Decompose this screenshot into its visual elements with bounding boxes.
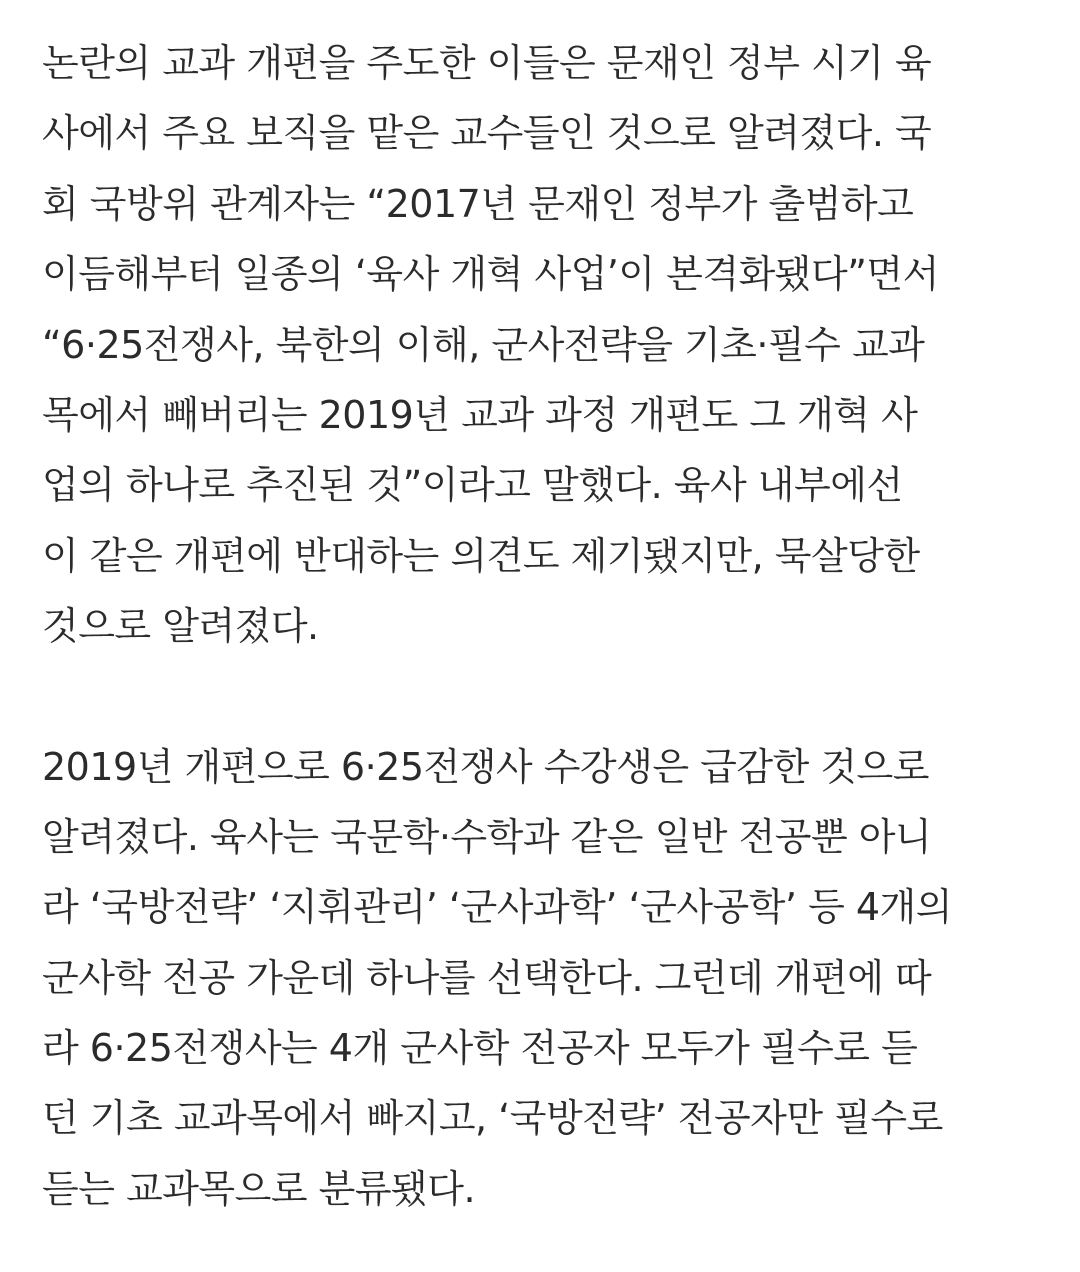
- text-line: 라 ‘국방전략’ ‘지휘관리’ ‘군사과학’ ‘군사공학’ 등 4개의: [42, 885, 952, 930]
- text-line: 이듬해부터 일종의 ‘육사 개혁 사업’이 본격화됐다”면서: [42, 252, 939, 297]
- text-line: 것으로 알려졌다.: [42, 604, 319, 649]
- text-line: 알려졌다. 육사는 국문학·수학과 같은 일반 전공뿐 아니: [42, 814, 932, 859]
- text-line: 업의 하나로 추진된 것”이라고 말했다. 육사 내부에선: [42, 463, 903, 508]
- text-line: 이 같은 개편에 반대하는 의견도 제기됐지만, 묵살당한: [42, 533, 920, 578]
- text-line: 라 6·25전쟁사는 4개 군사학 전공자 모두가 필수로 듣: [42, 1026, 918, 1071]
- text-line: 2019년 개편으로 6·25전쟁사 수강생은 급감한 것으로: [42, 744, 929, 789]
- article-body: [42, 28, 1052, 1224]
- text-line: 군사학 전공 가운데 하나를 선택한다. 그런데 개편에 따: [42, 955, 932, 1000]
- text-line: 듣는 교과목으로 분류됐다.: [42, 1166, 476, 1211]
- text-line: 목에서 빼버리는 2019년 교과 과정 개편도 그 개혁 사: [42, 392, 918, 437]
- text-line: 회 국방위 관계자는 “2017년 문재인 정부가 출범하고: [42, 181, 914, 226]
- text-line: 던 기초 교과목에서 빠지고, ‘국방전략’ 전공자만 필수로: [42, 1096, 943, 1141]
- text-line: 사에서 주요 보직을 맡은 교수들인 것으로 알려졌다. 국: [42, 111, 932, 156]
- text-line: “6·25전쟁사, 북한의 이해, 군사전략을 기초·필수 교과: [42, 322, 925, 367]
- paragraph-1: [42, 28, 1052, 662]
- paragraph-2: [42, 732, 1052, 1225]
- text-line: 논란의 교과 개편을 주도한 이들은 문재인 정부 시기 육: [42, 41, 932, 85]
- paragraph-spacer: [42, 662, 1052, 732]
